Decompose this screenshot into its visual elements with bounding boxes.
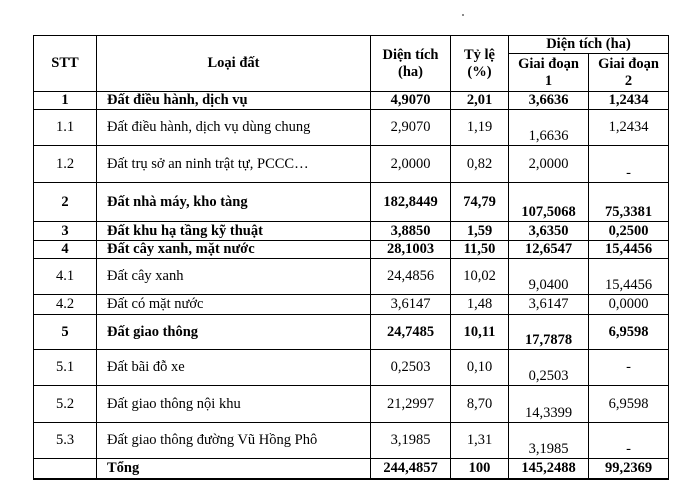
total-phase1: 145,2488 (509, 459, 589, 479)
row-land-type: Đất khu hạ tầng kỹ thuật (97, 222, 371, 241)
row-land-type: Đất điều hành, dịch vụ dùng chung (97, 110, 371, 146)
total-row (34, 459, 669, 479)
row-phase1: 9,0400 (509, 259, 589, 295)
table-row (34, 259, 669, 295)
header-phase2: Giai đoạn 2 (589, 54, 669, 92)
row-phase2: 1,2434 (589, 92, 669, 110)
row-phase2: 0,0000 (589, 295, 669, 315)
row-stt: 4 (34, 241, 97, 259)
table-row (34, 295, 669, 315)
row-land-type: Đất bãi đỗ xe (97, 350, 371, 386)
row-area: 182,8449 (371, 183, 451, 222)
row-land-type: Đất cây xanh (97, 259, 371, 295)
row-phase1: 12,6547 (509, 241, 589, 259)
row-ratio: 1,48 (451, 295, 509, 315)
table-row (34, 423, 669, 459)
table-row (34, 110, 669, 146)
total-ratio: 100 (451, 459, 509, 479)
row-land-type: Đất điều hành, dịch vụ (97, 92, 371, 110)
row-area: 4,9070 (371, 92, 451, 110)
row-land-type: Đất nhà máy, kho tàng (97, 183, 371, 222)
row-ratio: 11,50 (451, 241, 509, 259)
row-stt: 5.1 (34, 350, 97, 386)
table-row (34, 315, 669, 350)
row-land-type: Đất có mặt nước (97, 295, 371, 315)
row-stt: 1.1 (34, 110, 97, 146)
row-ratio: 1,19 (451, 110, 509, 146)
row-ratio: 1,59 (451, 222, 509, 241)
row-ratio: 10,11 (451, 315, 509, 350)
row-stt: 5 (34, 315, 97, 350)
row-ratio: 8,70 (451, 386, 509, 423)
row-phase1: 17,7878 (509, 315, 589, 350)
row-stt: 2 (34, 183, 97, 222)
row-phase2: - (589, 146, 669, 183)
total-label: Tổng (97, 459, 371, 479)
row-stt: 4.1 (34, 259, 97, 295)
scan-speck (462, 14, 464, 16)
header-row-top (34, 36, 669, 54)
total-area: 244,4857 (371, 459, 451, 479)
header-stt: STT (34, 36, 97, 92)
table-body (34, 92, 669, 459)
row-ratio: 74,79 (451, 183, 509, 222)
row-stt: 5.3 (34, 423, 97, 459)
header-phase1: Giai đoạn 1 (509, 54, 589, 92)
row-phase1: 2,0000 (509, 146, 589, 183)
row-area: 0,2503 (371, 350, 451, 386)
row-phase2: - (589, 423, 669, 459)
row-stt: 3 (34, 222, 97, 241)
row-ratio: 10,02 (451, 259, 509, 295)
row-area: 2,0000 (371, 146, 451, 183)
row-phase2: 6,9598 (589, 386, 669, 423)
row-area: 24,4856 (371, 259, 451, 295)
row-area: 21,2997 (371, 386, 451, 423)
total-phase2: 99,2369 (589, 459, 669, 479)
row-phase2: 15,4456 (589, 259, 669, 295)
row-phase1: 3,1985 (509, 423, 589, 459)
row-phase1: 3,6636 (509, 92, 589, 110)
row-ratio: 1,31 (451, 423, 509, 459)
row-ratio: 2,01 (451, 92, 509, 110)
land-use-table (33, 35, 669, 480)
header-area-group: Diện tích (ha) (509, 36, 669, 54)
row-ratio: 0,10 (451, 350, 509, 386)
header-area: Diện tích (ha) (371, 36, 451, 92)
row-stt: 5.2 (34, 386, 97, 423)
row-stt: 4.2 (34, 295, 97, 315)
row-stt: 1 (34, 92, 97, 110)
row-land-type: Đất trụ sở an ninh trật tự, PCCC… (97, 146, 371, 183)
row-phase1: 0,2503 (509, 350, 589, 386)
row-land-type: Đất giao thông nội khu (97, 386, 371, 423)
row-phase2: 75,3381 (589, 183, 669, 222)
row-phase2: 6,9598 (589, 315, 669, 350)
row-phase2: - (589, 350, 669, 386)
row-phase2: 15,4456 (589, 241, 669, 259)
row-phase1: 1,6636 (509, 110, 589, 146)
row-area: 28,1003 (371, 241, 451, 259)
table-row (34, 92, 669, 110)
row-phase2: 0,2500 (589, 222, 669, 241)
row-stt: 1.2 (34, 146, 97, 183)
row-area: 24,7485 (371, 315, 451, 350)
table-row (34, 222, 669, 241)
row-phase1: 3,6350 (509, 222, 589, 241)
row-ratio: 0,82 (451, 146, 509, 183)
row-land-type: Đất cây xanh, mặt nước (97, 241, 371, 259)
header-land-type: Loại đất (97, 36, 371, 92)
table-row (34, 183, 669, 222)
row-land-type: Đất giao thông (97, 315, 371, 350)
table-row (34, 386, 669, 423)
row-land-type: Đất giao thông đường Vũ Hồng Phô (97, 423, 371, 459)
header-ratio: Tỷ lệ (%) (451, 36, 509, 92)
row-phase1: 3,6147 (509, 295, 589, 315)
table-row (34, 350, 669, 386)
row-area: 2,9070 (371, 110, 451, 146)
row-phase1: 14,3399 (509, 386, 589, 423)
row-area: 3,1985 (371, 423, 451, 459)
table-row (34, 146, 669, 183)
total-stt (34, 459, 97, 479)
row-area: 3,6147 (371, 295, 451, 315)
row-phase2: 1,2434 (589, 110, 669, 146)
row-phase1: 107,5068 (509, 183, 589, 222)
row-area: 3,8850 (371, 222, 451, 241)
table-row (34, 241, 669, 259)
